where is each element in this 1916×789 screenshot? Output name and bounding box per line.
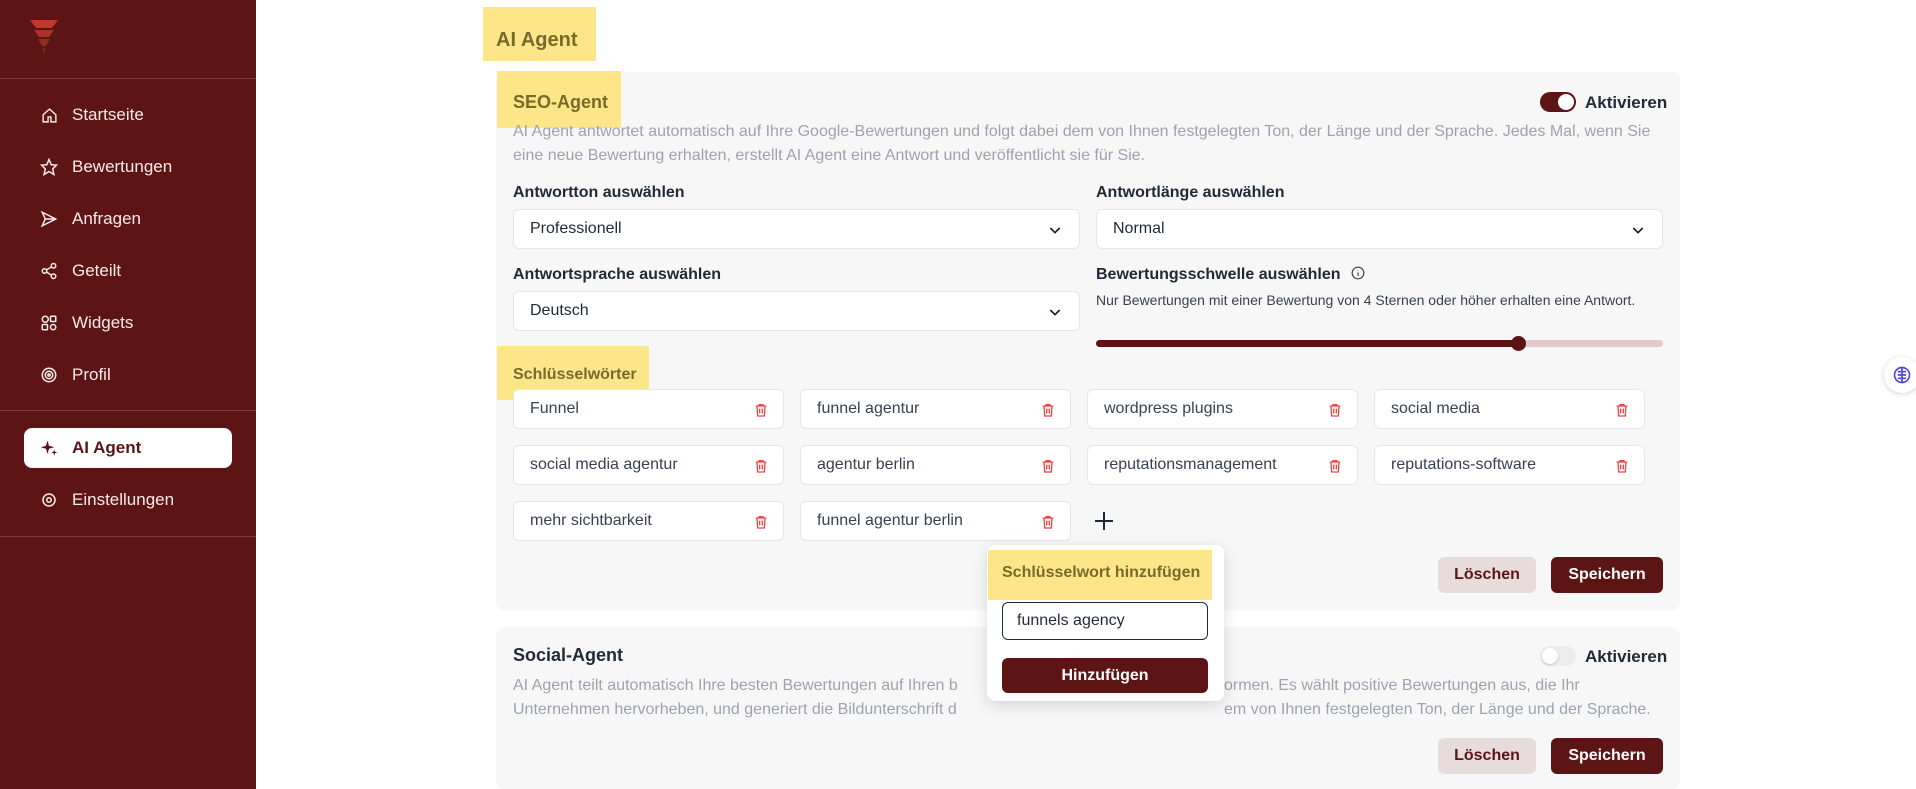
sidebar-item-bewertungen[interactable] [24,147,232,187]
keyword-text: funnel agentur [817,400,920,417]
tone-label: Antwortton auswählen [513,184,685,201]
social-agent-toggle[interactable] [1540,646,1576,666]
keyword-chip [1374,389,1645,429]
length-select-value: Normal [1113,220,1165,237]
send-icon [40,210,58,228]
seo-delete-button[interactable]: Löschen [1438,557,1536,593]
widgets-icon [40,314,58,332]
trash-icon[interactable] [1040,513,1056,531]
trash-icon[interactable] [1040,401,1056,419]
keyword-chip [800,501,1071,541]
sidebar-item-label: Startseite [72,105,144,124]
sidebar-item-label: Profil [72,365,111,384]
new-keyword-input[interactable] [1002,602,1208,640]
keyword-chip [800,389,1071,429]
social-agent-toggle-label: Aktivieren [1585,647,1668,666]
keyword-text: mehr sichtbarkeit [530,512,652,529]
chevron-down-icon [1047,304,1063,320]
sidebar-item-label: Anfragen [72,209,141,228]
keyword-text: reputations-software [1391,456,1536,473]
length-label: Antwortlänge auswählen [1096,184,1285,201]
info-icon[interactable] [1351,266,1365,280]
social-agent-description-continued: ormen. Es wählt positive Bewertungen aus, die Ihr em von Ihnen festgelegten Ton, der Länge und der Sprache. [1224,677,1651,718]
keywords-label: Schlüsselwörter [497,346,649,400]
keyword-chip [1087,445,1358,485]
keyword-text: wordpress plugins [1104,400,1233,417]
add-keyword-button[interactable] [1088,505,1120,537]
seo-agent-title: SEO-Agent [497,71,621,128]
language-select-value: Deutsch [530,302,589,319]
keyword-chip [1374,445,1645,485]
share-icon [40,262,58,280]
keyword-text: Funnel [530,400,579,417]
keyword-chip [513,389,784,429]
keyword-chip [513,501,784,541]
sidebar-divider [0,536,256,537]
brain-icon[interactable] [1884,357,1916,393]
sidebar-item-anfragen[interactable] [24,199,232,239]
social-agent-description: AI Agent teilt automatisch Ihre besten Bewertungen auf Ihren b Unternehmen hervorheben, und generiert die Bildunterschrift d [513,677,958,718]
sidebar-item-label: AI Agent [72,438,142,457]
gear-icon [40,491,58,509]
star-icon [40,158,58,176]
chevron-down-icon [1630,222,1646,238]
sidebar-item-geteilt[interactable] [24,251,232,291]
sidebar [0,0,256,789]
tone-select-value: Professionell [530,220,622,237]
keyword-text: social media [1391,400,1480,417]
threshold-slider-thumb[interactable] [1511,336,1526,351]
sidebar-item-label: Geteilt [72,261,122,280]
social-save-button[interactable]: Speichern [1551,738,1663,774]
trash-icon[interactable] [1040,457,1056,475]
sidebar-item-widgets[interactable] [24,303,232,343]
sidebar-item-label: Bewertungen [72,157,173,176]
trash-icon[interactable] [753,457,769,475]
trash-icon[interactable] [1614,457,1630,475]
page-title: AI Agent [483,7,596,61]
keyword-text: funnel agentur berlin [817,512,963,529]
trash-icon[interactable] [1327,401,1343,419]
seo-agent-toggle-label: Aktivieren [1585,93,1668,112]
keyword-text: reputationsmanagement [1104,456,1277,473]
language-label: Antwortsprache auswählen [513,266,722,283]
seo-agent-toggle[interactable] [1540,92,1576,112]
social-agent-title: Social-Agent [513,645,624,665]
sidebar-divider [0,78,256,79]
sidebar-item-label: Widgets [72,313,134,332]
length-select[interactable] [1096,209,1663,249]
sidebar-item-profil[interactable] [24,355,232,395]
seo-agent-description: AI Agent antwortet automatisch auf Ihre Google-Bewertungen und folgt dabei dem von Ihnen festgelegten Ton, der Länge und der Sprache. Jedes Mal, wenn Sie eine neue Bewertung erhalten, erstellt AI Agent eine Antwort und veröffentlicht sie für Sie. [513,123,1651,164]
chevron-down-icon [1047,222,1063,238]
threshold-label: Bewertungsschwelle auswählen [1096,266,1365,284]
tone-select[interactable] [513,209,1080,249]
sparkle-icon [40,439,58,457]
keyword-text: social media agentur [530,456,678,473]
language-select[interactable] [513,291,1080,331]
home-icon [40,106,58,124]
sidebar-item-ai-agent[interactable] [24,428,232,468]
threshold-hint: Nur Bewertungen mit einer Bewertung von 4 Sternen oder höher erhalten eine Antwort. [1096,292,1636,308]
add-keyword-submit-button[interactable]: Hinzufügen [1002,658,1208,693]
trash-icon[interactable] [1327,457,1343,475]
plus-icon [1092,509,1116,533]
trash-icon[interactable] [753,513,769,531]
keyword-chip [800,445,1071,485]
add-keyword-popover-title: Schlüsselwort hinzufügen [988,550,1212,600]
keyword-chip [513,445,784,485]
social-delete-button[interactable]: Löschen [1438,738,1536,774]
trash-icon[interactable] [1614,401,1630,419]
logo [26,16,62,56]
sidebar-item-startseite[interactable] [24,95,232,135]
threshold-slider[interactable] [1096,340,1663,347]
threshold-slider-fill [1096,340,1518,347]
sidebar-item-einstellungen[interactable] [24,480,232,520]
keyword-text: agentur berlin [817,456,915,473]
trash-icon[interactable] [753,401,769,419]
profile-icon [40,366,58,384]
sidebar-item-label: Einstellungen [72,490,175,509]
sidebar-divider [0,410,256,411]
seo-save-button[interactable]: Speichern [1551,557,1663,593]
keyword-chip [1087,389,1358,429]
